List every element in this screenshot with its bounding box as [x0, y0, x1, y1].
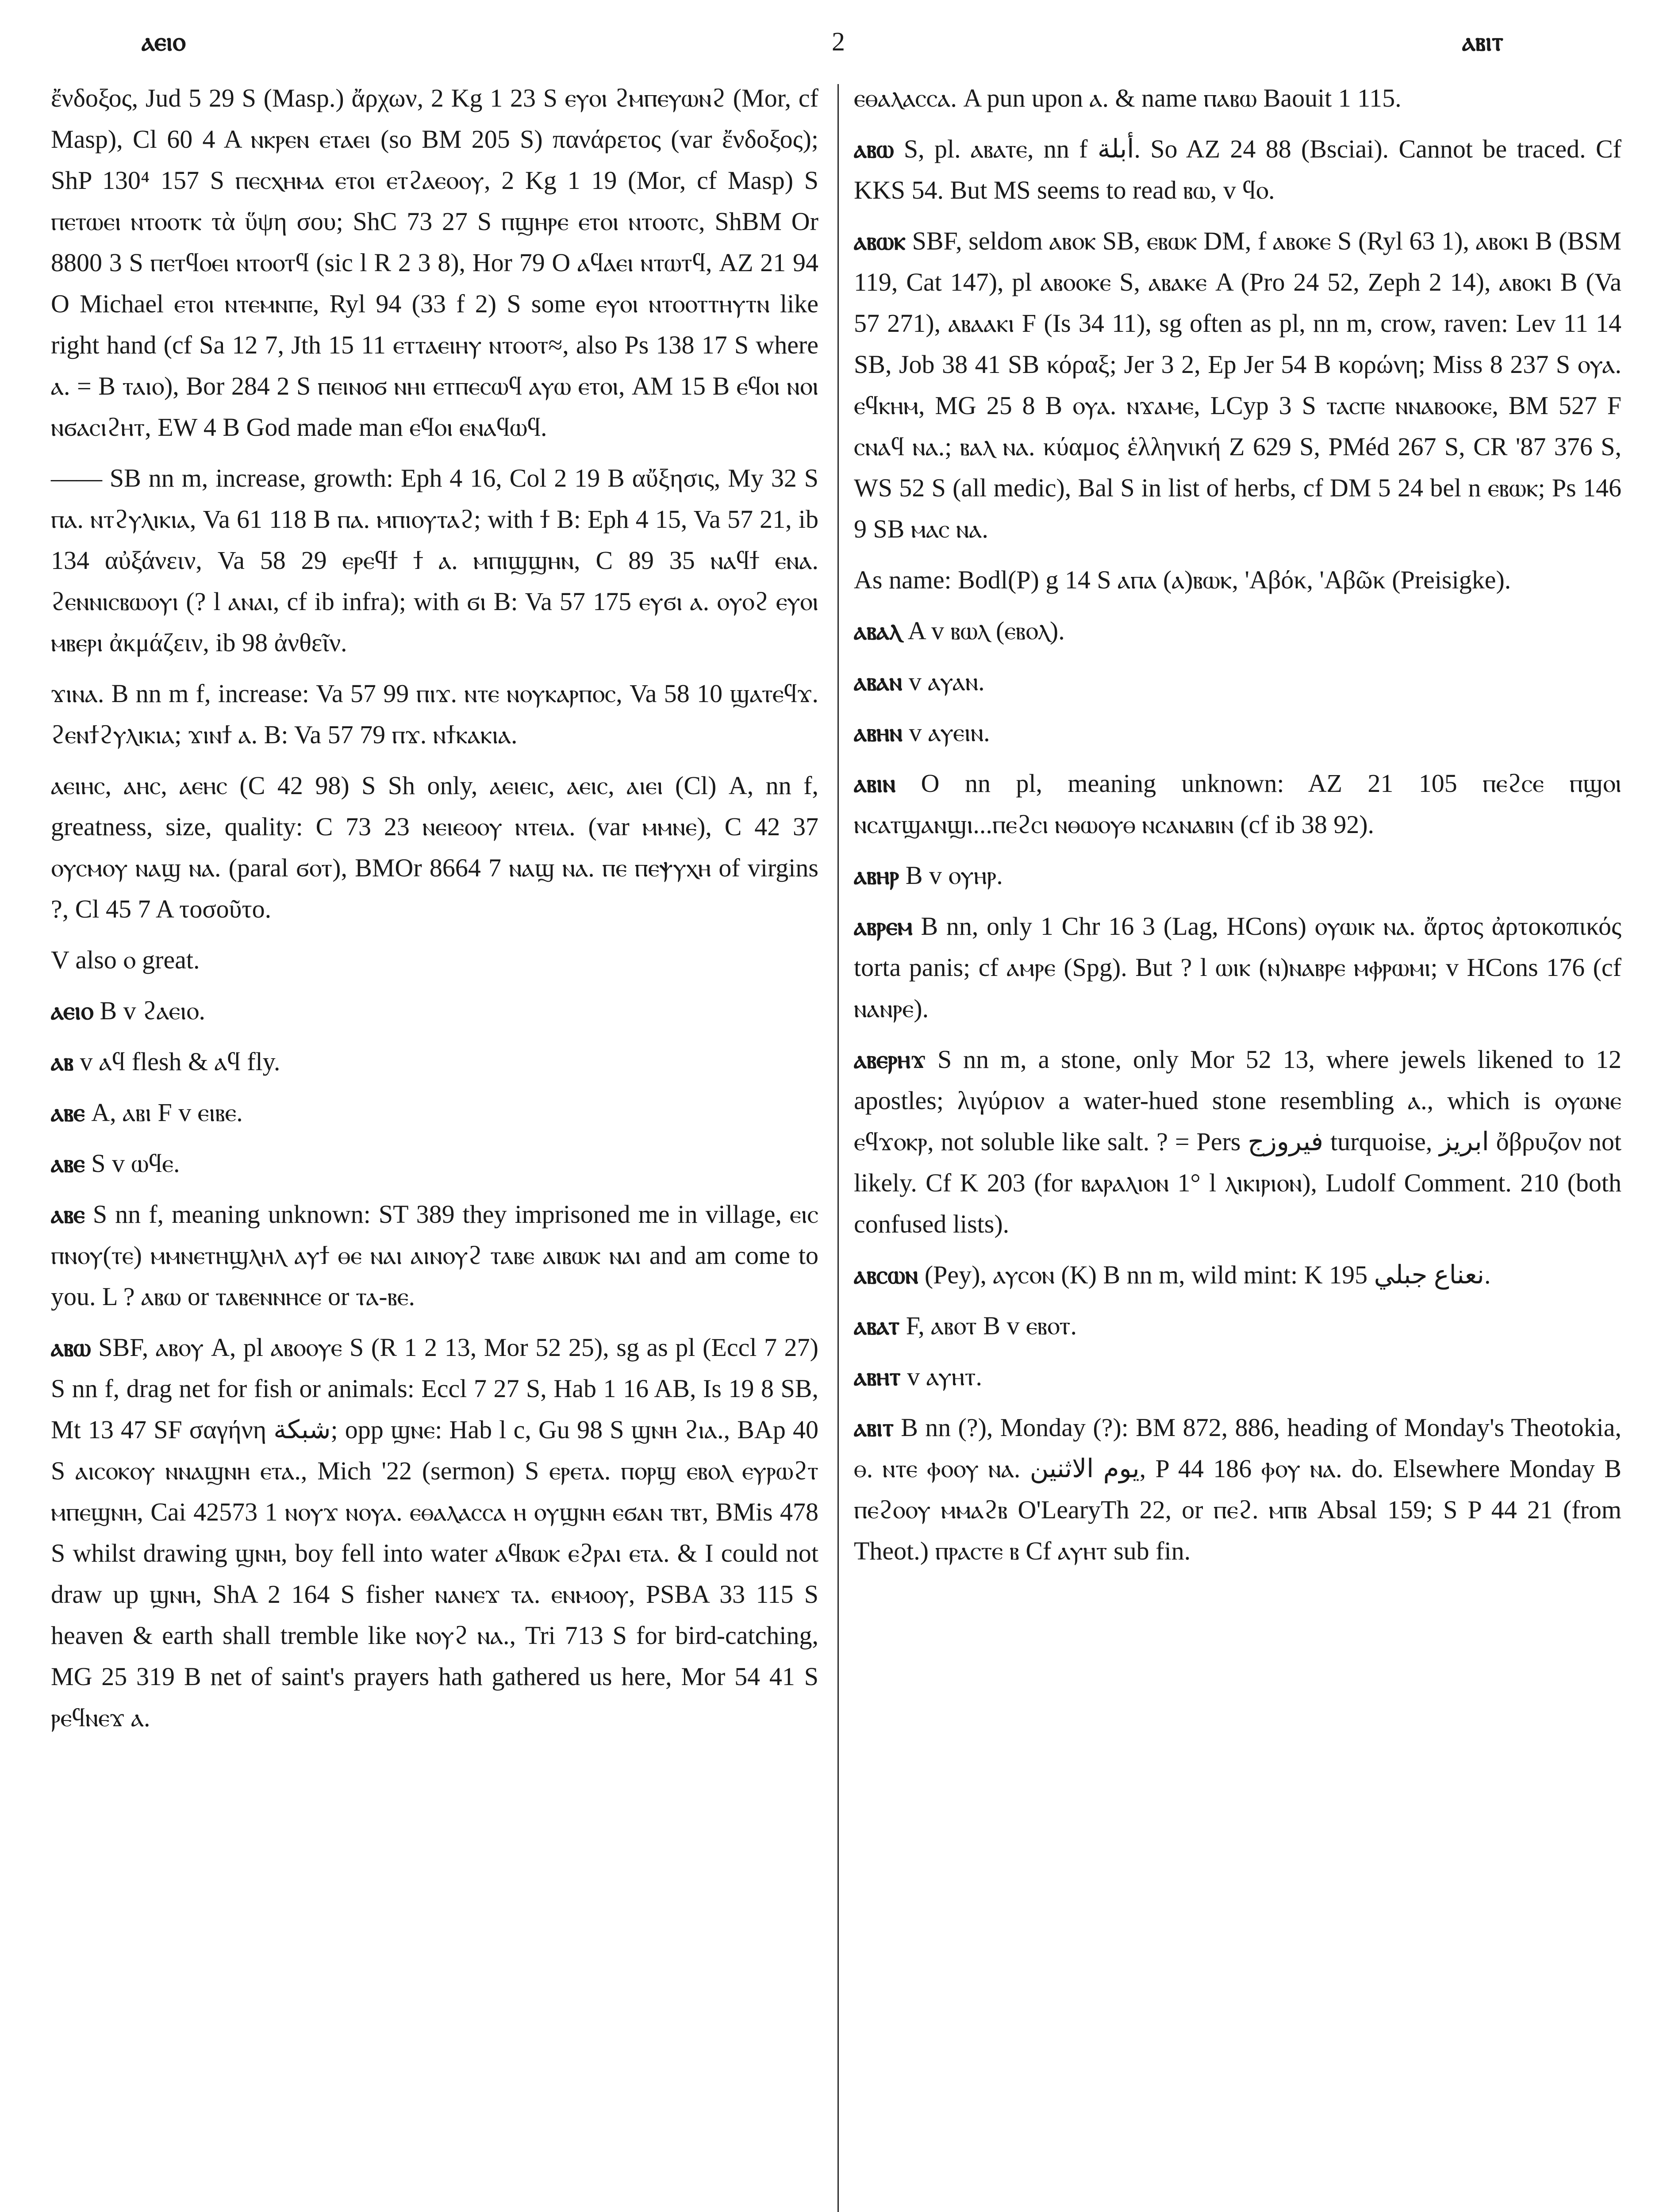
entry-headword: ⲁⲃⲏⲣ: [854, 861, 899, 890]
entry-text: As name: Bodl(P) g 14 S ⲁⲡⲁ (ⲁ)ⲃⲱⲕ, 'Αβόκ, 'Αβῶκ (Preisigke).: [854, 565, 1511, 594]
entry-headword: ⲁⲃ: [51, 1047, 74, 1076]
column-divider: [837, 84, 839, 2212]
entry-text: S nn m, a stone, only Mor 52 13, where jewels likened to 12 apostles; λιγύριον a water-hued stone resembling ⲁ., which is ⲟⲩⲱⲛⲉ ⲉϥϫⲟⲕⲣ, not soluble like salt. ? = Pers فيروزج turquoise, ابريز ὄβρυζον not likely. Cf K 203 (for ⲃⲁⲣⲁⲗⲓⲟⲛ 1° l ⲗⲓⲕⲓⲣⲓⲟⲛ), Ludolf Comment. 210 (both confused lists).: [854, 1045, 1622, 1238]
dictionary-entry: [854, 712, 1621, 753]
dictionary-entry: [854, 128, 1621, 211]
entry-headword: ⲁⲃⲁⲗ: [854, 616, 902, 645]
page-header: [53, 27, 1614, 66]
entry-headword: ⲁⲃⲱ: [51, 1333, 91, 1362]
header-right-guideword: ⲁⲃⲓⲧ: [1462, 27, 1503, 56]
entry-headword: ⲁⲃⲥⲱⲛ: [854, 1260, 918, 1289]
entry-headword: ⲁⲃⲉ: [51, 1098, 85, 1127]
entry-headword: ⲁⲃⲱ: [854, 134, 894, 163]
entry-text: A v ⲃⲱⲗ (ⲉⲃⲟⲗ).: [901, 616, 1065, 645]
dictionary-entry: [51, 1041, 818, 1082]
dictionary-entry: [854, 220, 1621, 549]
entry-text: SBF, seldom ⲁⲃⲟⲕ SB, ⲉⲃⲱⲕ DM, f ⲁⲃⲟⲕⲉ S (Ryl 63 1), ⲁⲃⲟⲕⲓ B (BSM 119, Cat 147), pl ⲁⲃⲟⲟⲕⲉ S, ⲁⲃⲁⲕⲉ A (Pro 24 52, Zeph 2 14), ⲁⲃⲟⲕⲓ B (Va 57 271), ⲁⲃⲁⲁⲕⲓ F (Is 34 11), sg often as pl, nn m, crow, raven: Lev 11 14 SB, Job 38 41 SB κόραξ; Jer 3 2, Ep Jer 54 B κορώνη; Miss 8 237 S ⲟⲩⲁ. ⲉϥⲕⲏⲙ, MG 25 8 B ⲟⲩⲁ. ⲛϫⲁⲙⲉ, LCyp 3 S ⲧⲁⲥⲡⲉ ⲛⲛⲁⲃⲟⲟⲕⲉ, BM 527 F ⲥⲛⲁϥ ⲛⲁ.; ⲃⲁⲗ ⲛⲁ. κύαμος ἑλληνική Z 629 S, PMéd 267 S, CR '87 376 S, WS 52 S (all medic), Bal S in list of herbs, cf DM 5 24 bel n ⲉⲃⲱⲕ; Ps 146 9 SB ⲙⲁⲥ ⲛⲁ.: [854, 227, 1621, 543]
entry-text: F, ⲁⲃⲟⲧ B v ⲉⲃⲟⲧ.: [899, 1311, 1077, 1340]
entry-text: (Pey), ⲁⲩⲥⲟⲛ (K) B nn m, wild mint: K 195 نعناع جبلي.: [918, 1260, 1491, 1289]
entry-text: A, ⲁⲃⲓ F v ⲉⲓⲃⲉ.: [85, 1098, 243, 1127]
entry-text: B v ⲟⲩⲏⲣ.: [899, 861, 1003, 890]
dictionary-entry: [854, 1407, 1621, 1571]
entry-text: B nn (?), Monday (?): BM 872, 886, heading of Monday's Theotokia, ⲑ. ⲛⲧⲉ ⲫⲟⲟⲩ ⲛⲁ. يوم الاثنين, P 44 186 ⲫⲟⲩ ⲛⲁ. do. Elsewhere Monday B ⲡⲉϩⲟⲟⲩ ⲙⲙⲁϩⲃ O'LearyTh 22, or ⲡⲉϩ. ⲙⲡⲃ Absal 159; S P 44 21 (from Theot.) ⲡⲣⲁⲥⲧⲉ ⲃ Cf ⲁⲩⲏⲧ sub fin.: [854, 1413, 1621, 1565]
dictionary-entry: [51, 990, 818, 1031]
entry-text: S nn f, meaning unknown: ST 389 they imprisoned me in village, ⲉⲓⲥ ⲡⲛⲟⲩ(ⲧⲉ) ⲙⲙⲛⲉⲧⲏϣⲗⲏⲗ ⲁⲩϯ ⲑⲉ ⲛⲁⲓ ⲁⲓⲛⲟⲩϩ ⲧⲁⲃⲉ ⲁⲓⲃⲱⲕ ⲛⲁⲓ and am come to you. L ? ⲁⲃⲱ or ⲧⲁⲃⲉⲛⲛⲏⲥⲉ or ⲧⲁ-ⲃⲉ.: [51, 1200, 818, 1311]
dictionary-entry: [51, 77, 818, 448]
dictionary-entry: [51, 939, 818, 980]
dictionary-entry: [854, 1305, 1621, 1346]
entry-headword: ⲁⲉⲓⲟ: [51, 996, 93, 1025]
entry-headword: ⲁⲃⲏⲧ: [854, 1362, 901, 1391]
dictionary-entry: [854, 906, 1621, 1029]
entry-headword: ⲁⲃⲣⲉⲙ: [854, 912, 913, 941]
entry-text: ⲁⲉⲓⲏⲥ, ⲁⲏⲥ, ⲁⲉⲏⲥ (C 42 98) S Sh only, ⲁⲉⲓⲉⲓⲥ, ⲁⲉⲓⲥ, ⲁⲓⲉⲓ (Cl) A, nn f, greatness, size, quality: C 73 23 ⲛⲉⲓⲉⲟⲟⲩ ⲛⲧⲉⲓⲁ. (var ⲙⲙⲛⲉ), C 42 37 ⲟⲩⲥⲙⲟⲩ ⲛⲁϣ ⲛⲁ. (paral ϭⲟⲧ), BMOr 8664 7 ⲛⲁϣ ⲛⲁ. ⲡⲉ ⲡⲉⲯⲩⲭⲏ of virgins ?, Cl 45 7 A τοσοῦτο.: [51, 771, 818, 923]
entry-headword: ⲁⲃⲉ: [51, 1149, 85, 1178]
entry-text: S, pl. ⲁⲃⲁⲧⲉ, nn f أبلة. So AZ 24 88 (Bsciai). Cannot be traced. Cf KKS 54. But MS seems to read ⲃⲱ, v ϥⲟ.: [854, 134, 1621, 204]
dictionary-entry: [51, 673, 818, 755]
entry-text: ἔνδοξος, Jud 5 29 S (Masp.) ἄρχων, 2 Kg 1 23 S ⲉⲩⲟⲓ ϩⲙⲡⲉⲩⲱⲛϩ (Mor, cf Masp), Cl 60 4 A ⲛⲕⲣⲉⲛ ⲉⲧⲁⲉⲓ (so BM 205 S) πανάρετος (var ἔνδοξος); ShP 130⁴ 157 S ⲡⲉⲥⲭⲏⲙⲁ ⲉⲧⲟⲓ ⲉⲧϩⲁⲉⲟⲟⲩ, 2 Kg 1 19 (Mor, cf Masp) S ⲡⲉⲧⲱⲉⲓ ⲛⲧⲟⲟⲧⲕ τὰ ὕψη σου; ShC 73 27 S ⲡϣⲏⲣⲉ ⲉⲧⲟⲓ ⲛⲧⲟⲟⲧⲥ, ShBM Or 8800 3 S ⲡⲉⲧϥⲟⲉⲓ ⲛⲧⲟⲟⲧϥ (sic l R 2 3 8), Hor 79 O ⲁϥⲁⲉⲓ ⲛⲧⲱⲧϥ, AZ 21 94 O Michael ⲉⲧⲟⲓ ⲛⲧⲉⲙⲛⲡⲉ, Ryl 94 (33 f 2) S some ⲉⲩⲟⲓ ⲛⲧⲟⲟⲧⲧⲏⲩⲧⲛ like right hand (cf Sa 12 7, Jth 15 11 ⲉⲧⲧⲁⲉⲓⲏⲩ ⲛⲧⲟⲟⲧ≈, also Ps 138 17 S where ⲁ. = B ⲧⲁⲓⲟ), Bor 284 2 S ⲡⲉⲓⲛⲟϭ ⲛⲏⲓ ⲉⲧⲡⲉⲥⲱϥ ⲁⲩⲱ ⲉⲧⲟⲓ, AM 15 B ⲉϥⲟⲓ ⲛⲟⲓ ⲛϭⲁⲥⲓϩⲏⲧ, EW 4 B God made man ⲉϥⲟⲓ ⲉⲛⲁϥⲱϥ.: [51, 84, 818, 442]
dictionary-entry: [854, 1039, 1621, 1244]
entry-headword: ⲁⲃⲱⲕ: [854, 227, 906, 255]
header-left-guideword: ⲁⲉⲓⲟ: [142, 27, 186, 56]
entry-text: B v ϩⲁⲉⲓⲟ.: [93, 996, 205, 1025]
entry-text: v ⲁϥ flesh & ⲁϥ fly.: [73, 1047, 280, 1076]
dictionary-entry: [854, 855, 1621, 896]
entry-text: SBF, ⲁⲃⲟⲩ A, pl ⲁⲃⲟⲟⲩⲉ S (R 1 2 13, Mor 52 25), sg as pl (Eccl 7 27) S nn f, drag net for fish or animals: Eccl 7 27 S, Hab 1 16 AB, Is 19 8 SB, Mt 13 47 SF σαγήνη شبكة; opp ϣⲛⲉ: Hab l c, Gu 98 S ϣⲛⲏ ϩⲓⲁ., BAp 40 S ⲁⲓⲥⲟⲕⲟⲩ ⲛⲛⲁϣⲛⲏ ⲉⲧⲁ., Mich '22 (sermon) S ⲉⲣⲉⲧⲁ. ⲡⲟⲣϣ ⲉⲃⲟⲗ ⲉⲩⲣⲱϩⲧ ⲙⲡⲉϣⲛⲏ, Cai 42573 1 ⲛⲟⲩϫ ⲛⲟⲩⲁ. ⲉⲑⲁⲗⲁⲥⲥⲁ ⲏ ⲟⲩϣⲛⲏ ⲉϭⲁⲛ ⲧⲃⲧ, BMis 478 S whilst drawing ϣⲛⲏ, boy fell into water ⲁϥⲃⲱⲕ ⲉϩⲣⲁⲓ ⲉⲧⲁ. & I could not draw up ϣⲛⲏ, ShA 2 164 S fisher ⲛⲁⲛⲉϫ ⲧⲁ. ⲉⲛⲙⲟⲟⲩ, PSBA 33 115 S heaven & earth shall tremble like ⲛⲟⲩϩ ⲛⲁ., Tri 713 S for bird-catching, MG 25 319 B net of saint's prayers hath gathered us here, Mor 54 41 S ⲣⲉϥⲛⲉϫ ⲁ.: [51, 1333, 818, 1732]
dictionary-entry: [51, 1194, 818, 1317]
entry-text: —— SB nn m, increase, growth: Eph 4 16, Col 2 19 B αὔξησις, My 32 S ⲡⲁ. ⲛⲧϩⲩⲗⲓⲕⲓⲁ, Va 61 118 B ⲡⲁ. ⲙⲡⲓⲟⲩⲧⲁϩ; with ϯ B: Eph 4 15, Va 57 21, ib 134 αὐξάνειν, Va 58 29 ⲉⲣⲉϥϯ ϯ ⲁ. ⲙⲡⲓϣϣⲏⲛ, C 89 35 ⲛⲁϥϯ ⲉⲛⲁ. ϩⲉⲛⲛⲓⲥⲃⲱⲟⲩⲓ (? l ⲁⲛⲁⲓ, cf ib infra); with ϭⲓ B: Va 57 175 ⲉⲩϭⲓ ⲁ. ⲟⲩⲟϩ ⲉⲩⲟⲓ ⲙⲃⲉⲣⲓ ἀκμάζειν, ib 98 ἀνθεῖν.: [51, 464, 818, 657]
entry-headword: ⲁⲃⲉ: [51, 1200, 85, 1229]
entry-text: V also ⲟ great.: [51, 945, 200, 974]
entry-text: v ⲁⲩⲁⲛ.: [902, 667, 985, 696]
entry-text: v ⲁⲩⲏⲧ.: [900, 1362, 982, 1391]
page-number: 2: [832, 27, 845, 56]
dictionary-entry: [854, 559, 1621, 600]
entry-text: O nn pl, meaning unknown: AZ 21 105 ⲡⲉϩⲥⲉ ⲡϣⲟⲓ ⲛⲥⲁⲧϣⲁⲛϣⲓ...ⲡⲉϩⲥⲓ ⲛⲑⲱⲟⲩⲑ ⲛⲥⲁⲛⲁⲃⲓⲛ (cf ib 38 92).: [854, 769, 1621, 839]
dictionary-entry: [854, 77, 1621, 119]
entry-text: ϫⲓⲛⲁ. B nn m f, increase: Va 57 99 ⲡⲓϫ. ⲛⲧⲉ ⲛⲟⲩⲕⲁⲣⲡⲟⲥ, Va 58 10 ϣⲁⲧⲉϥϫ. ϩⲉⲛϯϩⲩⲗⲓⲕⲓⲁ; ϫⲓⲛϯ ⲁ. B: Va 57 79 ⲡϫ. ⲛϯⲕⲁⲕⲓⲁ.: [51, 679, 818, 749]
entry-text: ⲉⲑⲁⲗⲁⲥⲥⲁ. A pun upon ⲁ. & name ⲡⲁⲃⲱ Baouit 1 115.: [854, 84, 1402, 112]
entry-headword: ⲁⲃⲁⲛ: [854, 667, 903, 696]
dictionary-entry: [51, 457, 818, 663]
dictionary-entry: [854, 661, 1621, 702]
dictionary-entry: [51, 1143, 818, 1184]
entry-headword: ⲁⲃⲓⲛ: [854, 769, 896, 798]
dictionary-entry: [51, 1327, 818, 1738]
entry-headword: ⲁⲃⲁⲧ: [854, 1311, 900, 1340]
dictionary-entry: [51, 1092, 818, 1133]
dictionary-entry: [854, 1356, 1621, 1397]
entry-headword: ⲁⲃⲓⲧ: [854, 1413, 894, 1442]
dictionary-entry: [51, 765, 818, 929]
entry-headword: ⲁⲃⲏⲛ: [854, 718, 903, 747]
dictionary-entry: [854, 610, 1621, 651]
dictionary-entry: [854, 1254, 1621, 1295]
entry-text: B nn, only 1 Chr 16 3 (Lag, HCons) ⲟⲩⲱⲓⲕ ⲛⲁ. ἄρτος ἀρτοκοπικός torta panis; cf ⲁⲙⲣⲉ (Spg). But ? l ⲱⲓⲕ (ⲛ)ⲛⲁⲃⲣⲉ ⲙⲫⲣⲱⲙⲓ; v HCons 176 (cf ⲛⲁⲛⲣⲉ).: [854, 912, 1621, 1023]
left-column: [51, 77, 818, 1748]
entry-headword: ⲁⲃⲉⲣⲏϫ: [854, 1045, 926, 1074]
right-column: [854, 77, 1621, 1581]
entry-text: v ⲁⲩⲉⲓⲛ.: [902, 718, 990, 747]
dictionary-entry: [854, 763, 1621, 845]
entry-text: S v ⲱϥⲉ.: [85, 1149, 180, 1178]
